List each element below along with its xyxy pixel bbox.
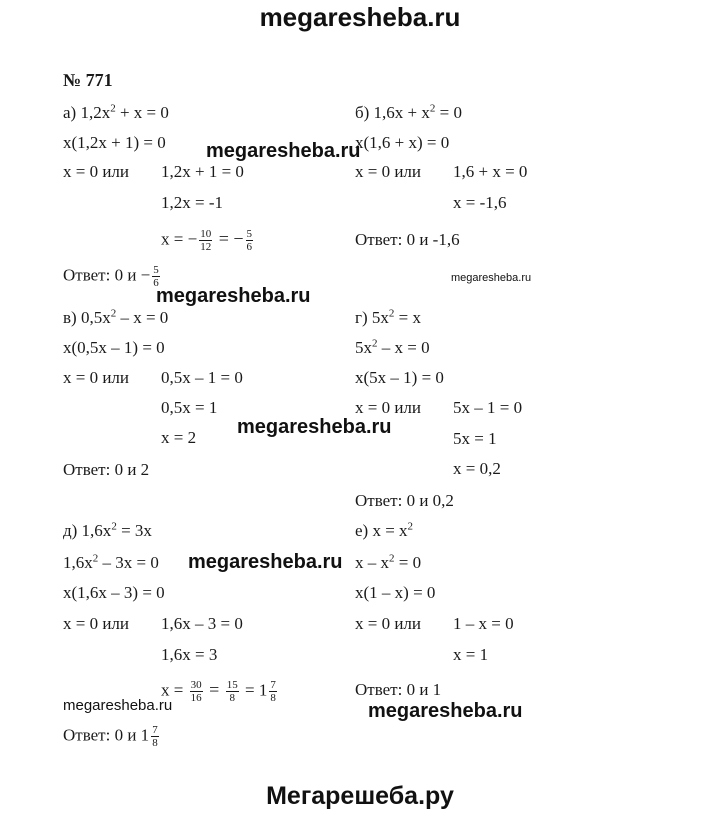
exponent: 2	[429, 102, 436, 115]
part-a-step: 1,2x = -1	[161, 193, 223, 212]
part-b-factored: x(1,6 + x) = 0	[355, 133, 450, 152]
part-g-case-1: x = 0 или	[355, 398, 422, 417]
exponent: 2	[110, 102, 116, 115]
fraction	[190, 679, 203, 704]
part-b-answer: Ответ: 0 и -1,6	[355, 230, 460, 249]
site-footer: Мегарешеба.ру	[266, 782, 454, 810]
numerator: 10	[200, 228, 212, 240]
text: =	[204, 679, 224, 700]
part-e-factored: x(1 – x) = 0	[355, 583, 436, 602]
text: + x = 0	[115, 103, 169, 122]
fraction	[226, 679, 239, 704]
part-v-solution: x = 2	[161, 428, 197, 447]
text: б) 1,6x + x	[355, 103, 430, 122]
fraction	[199, 228, 212, 253]
part-v-step: 0,5x = 1	[161, 398, 218, 417]
watermark: megaresheba.ru	[237, 416, 392, 438]
part-d-answer	[63, 724, 161, 749]
part-d-solution	[161, 679, 279, 704]
part-g-factored: x(5x – 1) = 0	[355, 368, 444, 387]
exponent: 2	[111, 520, 117, 533]
part-v-answer: Ответ: 0 и 2	[63, 460, 150, 479]
part-d-equation	[63, 521, 152, 541]
text: x =	[161, 680, 188, 700]
exponent: 2	[407, 520, 414, 533]
denominator: 12	[200, 241, 212, 253]
text: = 3x	[116, 521, 152, 540]
numerator: 15	[226, 679, 238, 691]
watermark: megaresheba.ru	[63, 697, 173, 714]
part-a-answer	[63, 264, 162, 289]
part-v-equation	[63, 308, 168, 328]
text: = 0	[435, 103, 462, 122]
numerator: 5	[153, 264, 159, 276]
text: а) 1,2x	[63, 103, 111, 122]
numerator: 7	[152, 724, 158, 736]
part-e-case-2: 1 – x = 0	[453, 614, 514, 633]
watermark: megaresheba.ru	[156, 285, 311, 307]
text: = x	[394, 308, 421, 327]
part-v-case-1: x = 0 или	[63, 368, 130, 387]
watermark: megaresheba.ru	[188, 551, 343, 573]
part-a-factored: x(1,2x + 1) = 0	[63, 133, 166, 152]
text: 5x	[355, 338, 372, 357]
problem-number: № 771	[63, 70, 113, 90]
text: в) 0,5x	[63, 308, 111, 327]
exponent: 2	[372, 337, 378, 350]
numerator: 30	[190, 679, 202, 691]
part-g-step: 5x = 1	[453, 429, 497, 448]
fraction	[269, 679, 277, 704]
part-g-case-2: 5x – 1 = 0	[453, 398, 523, 417]
part-e-answer: Ответ: 0 и 1	[355, 680, 442, 699]
part-v-factored: x(0,5x – 1) = 0	[63, 338, 165, 357]
part-a-equation	[63, 103, 169, 123]
watermark: megaresheba.ru	[206, 140, 361, 162]
part-d-rearranged	[63, 553, 159, 573]
part-g-rearranged	[355, 338, 430, 358]
part-a-case-2: 1,2x + 1 = 0	[161, 162, 244, 181]
part-d-case-2: 1,6x – 3 = 0	[161, 614, 243, 633]
part-b-case-2: 1,6 + x = 0	[453, 162, 528, 181]
text: г) 5x	[355, 308, 389, 327]
exponent: 2	[389, 552, 395, 565]
part-e-solution: x = 1	[453, 645, 489, 664]
numerator: 7	[270, 679, 276, 691]
site-header: megaresheba.ru	[259, 2, 461, 32]
part-d-step: 1,6x = 3	[161, 645, 218, 664]
text: Ответ: 0 и 1	[63, 725, 150, 745]
watermark: megaresheba.ru	[368, 700, 523, 722]
numerator: 5	[246, 228, 252, 240]
text: – x = 0	[116, 308, 169, 327]
part-b-case-1: x = 0 или	[355, 162, 422, 181]
part-e-rearranged	[355, 553, 421, 573]
denominator: 6	[246, 241, 252, 253]
part-a-case-1: x = 0 или	[63, 162, 130, 181]
text: = 1	[240, 680, 268, 700]
part-e-equation	[355, 521, 413, 541]
part-v-case-2: 0,5x – 1 = 0	[161, 368, 243, 387]
fraction	[151, 724, 159, 749]
part-g-equation	[355, 308, 421, 328]
part-d-case-1: x = 0 или	[63, 614, 130, 633]
part-d-factored: x(1,6x – 3) = 0	[63, 583, 165, 602]
denominator: 8	[270, 692, 276, 704]
text: – 3x = 0	[98, 553, 159, 572]
denominator: 8	[152, 737, 158, 749]
part-e-case-1: x = 0 или	[355, 614, 422, 633]
denominator: 16	[190, 692, 202, 704]
text: Ответ: 0 и −	[63, 265, 151, 285]
part-a-solution	[161, 228, 255, 253]
denominator: 6	[153, 277, 159, 289]
text: = −	[214, 228, 244, 249]
text: = 0	[394, 553, 422, 572]
text: x – x	[355, 553, 389, 572]
text: – x = 0	[377, 338, 430, 357]
part-g-solution: x = 0,2	[453, 459, 501, 478]
denominator: 8	[229, 692, 235, 704]
text: д) 1,6x	[63, 521, 112, 540]
exponent: 2	[388, 307, 395, 320]
exponent: 2	[110, 307, 117, 320]
part-b-equation	[355, 103, 462, 123]
part-b-solution: x = -1,6	[453, 193, 507, 212]
watermark: megaresheba.ru	[451, 272, 532, 284]
text: 1,6x	[63, 553, 93, 572]
text: x = −	[161, 229, 198, 249]
part-g-answer: Ответ: 0 и 0,2	[355, 491, 454, 510]
exponent: 2	[92, 552, 99, 565]
fraction	[246, 228, 254, 253]
text: е) x = x	[355, 521, 408, 540]
